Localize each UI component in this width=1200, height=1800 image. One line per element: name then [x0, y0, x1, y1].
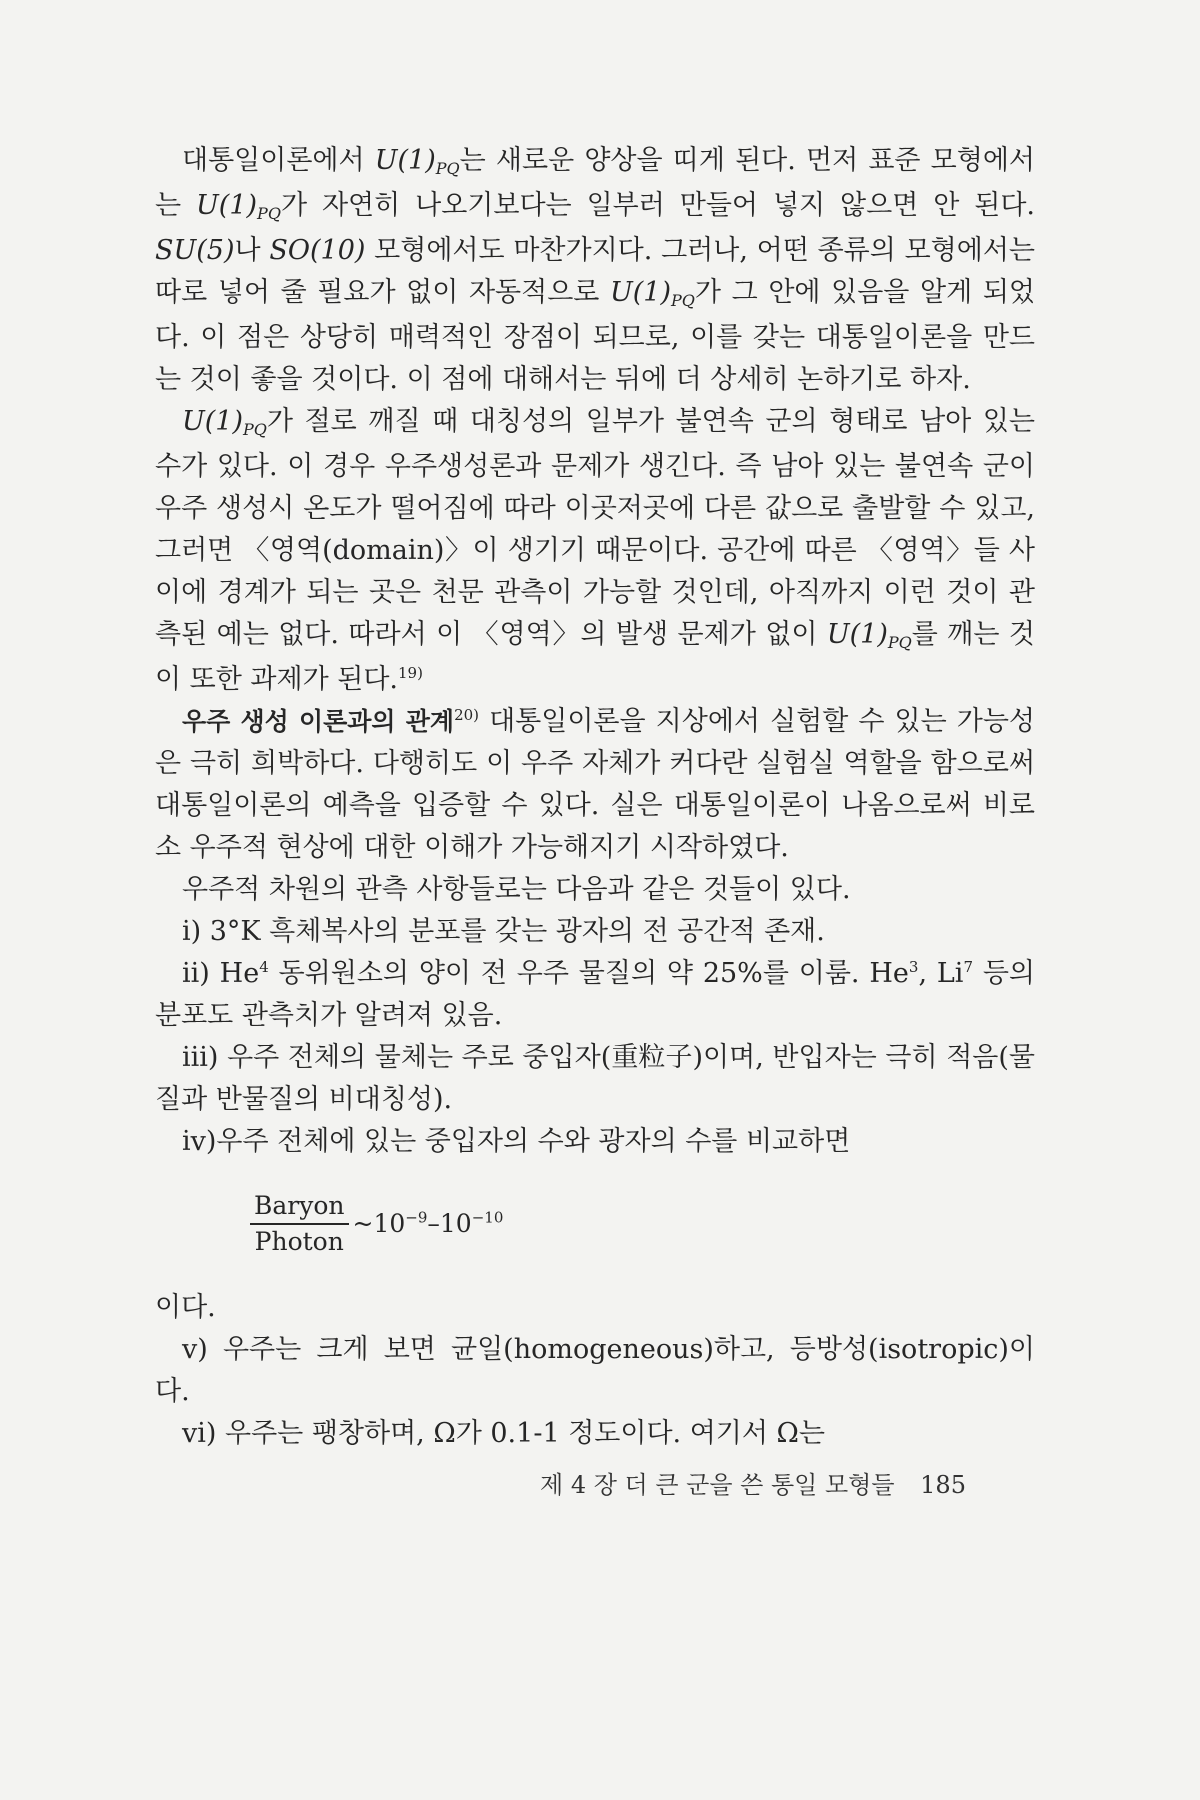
- text-span: 가 그 안에 있음을 알게 되었다. 이 점은 상당히 매력적인 장점이 되므로, 이를 갖는 대통일이론을 만드는 것이 좋을 것이다. 이 점에 대해서는 뒤에 더 상세히 논하기로 하자.: [155, 277, 1035, 395]
- list-item-ii: ii) He$^4$ 동위원소의 양이 전 우주 물질의 약 25%를 이룸. He$^3$, Li$^7$ 등의 분포도 관측치가 알려져 있음.: [155, 958, 1035, 1031]
- list-item-iv: iv)우주 전체에 있는 중입자의 수와 광자의 수를 비교하면: [182, 1126, 851, 1157]
- text-span: 는 새로운 양상을 띠게 된다. 먼저 표준 모형에서는: [155, 145, 1036, 221]
- paragraph-cosmology: [155, 701, 1035, 869]
- paragraph-gut-u1: [155, 140, 1035, 401]
- paragraph-domain-problem: [155, 401, 1035, 701]
- so10-symbol: SO(10): [269, 235, 366, 266]
- footnote-ref: 19): [398, 664, 423, 682]
- list-item-v: v) 우주는 크게 보면 균일(homogeneous)하고, 등방성(isotropic)이다.: [155, 1334, 1035, 1407]
- u1-symbol: U(1)PQ: [610, 277, 695, 310]
- denominator: Photon: [254, 1227, 344, 1256]
- after-formula-text: 이다.: [155, 1292, 216, 1323]
- page-footer: [540, 1465, 1040, 1500]
- list-item-i: i) 3°K 흑체복사의 분포를 갖는 광자의 전 공간적 존재.: [182, 916, 825, 947]
- running-chapter-title: 제 4 장 더 큰 군을 쓴 통일 모형들: [540, 1471, 895, 1499]
- list-item-vi: vi) 우주는 팽창하며, Ω가 0.1-1 정도이다. 여기서 Ω는: [182, 1418, 825, 1449]
- footnote-ref: 20): [454, 706, 480, 724]
- baryon-photon-formula: [250, 1179, 1035, 1269]
- text-span: 대통일이론에서: [182, 145, 375, 176]
- text-span: 모형에서도 마찬가지다. 그러나, 어떤 종류의 모형에서는 따로 넣어 줄 필요가 없이 자동적으로: [155, 235, 1035, 308]
- numerator: Baryon: [250, 1191, 349, 1225]
- fraction: [250, 1191, 349, 1257]
- page-number: 185: [920, 1471, 966, 1499]
- section-heading: 우주 생성 이론과의 관계: [182, 707, 455, 736]
- text-span: 를 깨는 것이 또한 과제가 된다.: [155, 619, 1035, 695]
- u1-symbol: U(1)PQ: [182, 406, 267, 439]
- paragraph-observations-intro: 우주적 차원의 관측 사항들로는 다음과 같은 것들이 있다.: [182, 874, 851, 905]
- u1-symbol: U(1)PQ: [374, 145, 460, 178]
- text-span: 가 절로 깨질 때 대칭성의 일부가 불연속 군의 형태로 남아 있는 수가 있다. 이 경우 우주생성론과 문제가 생긴다. 즉 남아 있는 불연속 군이 우주 생성시 온도가 떨어짐에 따라 이곳저곳에 다른 값으로 출발할 수 있고, 그러면 〈영역(domain)〉이 생기기 때문이다. 공간에 따른 〈영역〉들 사이에 경계가 되는 곳은 천문 관측이 가능할 것인데, 아직까지 이런 것이 관측된 예는 없다. 따라서 이 〈영역〉의 발생 문제가 없이: [155, 406, 1035, 650]
- body-text: [155, 140, 1035, 1455]
- list-item-iii: iii) 우주 전체의 물체는 주로 중입자(重粒子)이며, 반입자는 극히 적음(물질과 반물질의 비대칭성).: [155, 1042, 1035, 1115]
- text-span: 나: [234, 235, 270, 266]
- text-span: 대통일이론을 지상에서 실험할 수 있는 가능성은 극히 희박하다. 다행히도 이 우주 자체가 커다란 실험실 역할을 함으로써 대통일이론의 예측을 입증할 수 있다. 실은 대통일이론이 나옴으로써 비로소 우주적 현상에 대한 이해가 가능해지기 시작하였다.: [155, 706, 1035, 863]
- su5-symbol: SU(5): [155, 235, 235, 266]
- approx-value: $\sim 10^{-9}-10^{-10}$: [352, 1208, 504, 1238]
- u1-symbol: U(1)PQ: [826, 619, 912, 652]
- text-span: 가 자연히 나오기보다는 일부러 만들어 넣지 않으면 안 된다.: [280, 190, 1035, 221]
- u1-symbol: U(1)PQ: [196, 190, 281, 223]
